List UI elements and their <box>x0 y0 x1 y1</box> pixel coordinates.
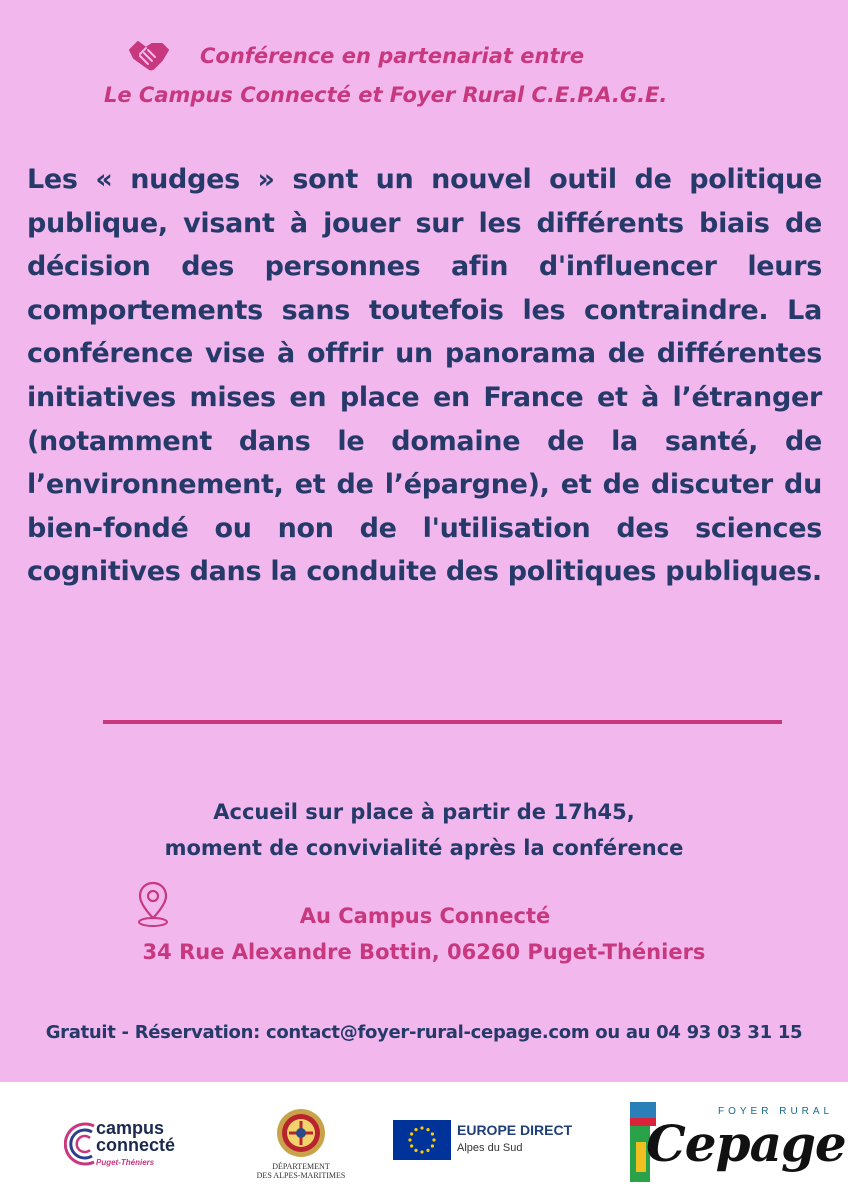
welcome-info <box>0 794 848 866</box>
partnership-title: Conférence en partenariat entre <box>200 44 585 68</box>
divider <box>103 720 782 724</box>
campus-logo-line2: connecté <box>96 1135 176 1155</box>
venue-info <box>0 898 848 970</box>
partners-names: Le Campus Connecté et Foyer Rural C.E.P.A.G.E. <box>104 83 668 107</box>
department-line1: DÉPARTEMENT <box>272 1162 330 1171</box>
handshake-icon <box>126 38 170 74</box>
campus-logo-line1: campus <box>96 1118 165 1138</box>
eu-flag-icon <box>393 1120 451 1160</box>
conference-description: Les « nudges » sont un nouvel outil de politique publique, visant à jouer sur les différents biais de décision des personnes afin d'influencer leurs comportements sans toutefois les contraindre. La conférence vise à offrir un panorama de différentes initiatives mises en place en France et à l’étranger (notamment dans le domaine de la santé, de l’environnement, et de l’épargne), et de discuter du bien-fondé ou non de l'utilisation des sciences cognitives dans la conduite des politiques publiques. <box>27 164 822 588</box>
cepage-logo-name: Cepage <box>646 1114 846 1173</box>
foyer-rural-cepage-logo <box>626 1100 846 1192</box>
campus-logo-subtitle: Puget-Théniers <box>96 1158 155 1167</box>
europe-direct-subtitle: Alpes du Sud <box>457 1142 523 1154</box>
department-crest-icon <box>256 1106 346 1160</box>
booking-info: Gratuit - Réservation: contact@foyer-rural-cepage.com ou au 04 93 03 31 15 <box>45 1022 803 1043</box>
venue-address: 34 Rue Alexandre Bottin, 06260 Puget-Théniers <box>142 940 706 964</box>
department-line2: DES ALPES-MARITIMES <box>256 1171 346 1180</box>
departement-alpes-maritimes-logo <box>256 1106 346 1186</box>
partner-logos-footer <box>0 1082 848 1200</box>
campus-connecte-logo <box>64 1116 204 1172</box>
welcome-line-1: Accueil sur place à partir de 17h45, <box>213 800 635 824</box>
campus-arc-icon <box>64 1116 98 1172</box>
welcome-line-2: moment de convivialité après la conférence <box>164 836 684 860</box>
cepage-logo-top: FOYER RURAL <box>718 1106 834 1117</box>
campus-logo-text <box>96 1120 175 1154</box>
europe-direct-logo <box>393 1120 583 1164</box>
europe-direct-title: EUROPE DIRECT <box>457 1122 573 1138</box>
department-text <box>256 1162 346 1180</box>
venue-name: Au Campus Connecté <box>299 904 551 928</box>
